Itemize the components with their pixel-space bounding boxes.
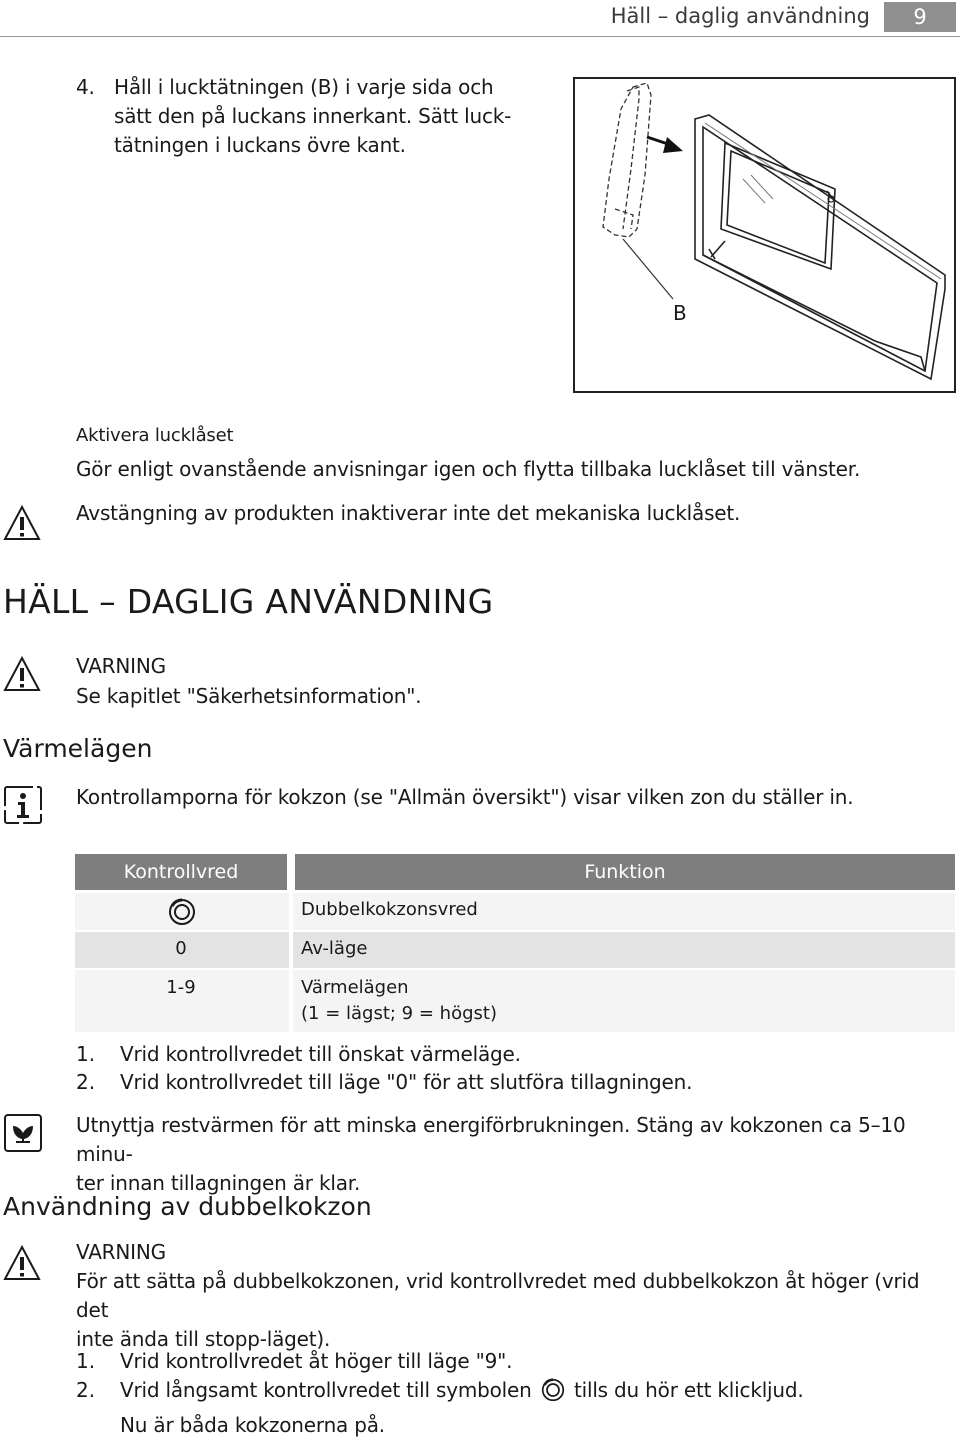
- table-cell-function: [301, 975, 497, 1027]
- eco-tip-line: ter innan tillagningen är klar.: [76, 1171, 361, 1195]
- table-cell-function: Dubbelkokzonsvred: [301, 899, 478, 920]
- table-cell-knob: 1-9: [166, 977, 196, 998]
- running-header: Häll – daglig användning: [610, 4, 870, 28]
- table-cell-line: Värmelägen: [301, 977, 409, 998]
- step-text-line: tätningen i luckans övre kant.: [114, 133, 406, 157]
- table-row: [75, 893, 955, 930]
- eco-leaf-icon: [2, 1112, 44, 1154]
- step-text: [114, 73, 534, 160]
- warning-icon: [3, 505, 41, 541]
- table-cell-function: Av-läge: [301, 938, 368, 959]
- step-text-line: Håll i lucktätningen (B) i varje sida och: [114, 75, 494, 99]
- page-number: 9: [884, 2, 956, 32]
- step-number: 1.: [76, 1042, 96, 1066]
- warning-label: VARNING: [76, 1240, 166, 1264]
- info-text: Kontrollamporna för kokzon (se "Allmän översikt") visar vilken zon du ställer in.: [76, 785, 854, 809]
- warning-text-line: inte ända till stopp-läget).: [76, 1327, 331, 1351]
- header-divider: [0, 36, 960, 37]
- table-header-knob: Kontrollvred: [75, 854, 287, 890]
- warning-icon: [3, 1245, 41, 1281]
- step-text-line: sätt den på luckans innerkant. Sätt luck-: [114, 104, 512, 128]
- step-text: [120, 1376, 804, 1405]
- warning-text: [76, 1267, 956, 1354]
- step-text-before: Vrid långsamt kontrollvredet till symbolen: [120, 1378, 532, 1402]
- subheading-door-lock: Aktivera lucklåset: [76, 425, 234, 446]
- subheading-dual-zone: Användning av dubbelkokzon: [3, 1192, 372, 1221]
- step-number: 2.: [76, 1378, 96, 1402]
- step-text-after: tills du hör ett klickljud.: [573, 1378, 804, 1402]
- warning-icon: [3, 656, 41, 692]
- step-number: 4.: [76, 75, 95, 99]
- dual-zone-icon: [541, 1378, 565, 1402]
- seal-label-b: B: [673, 301, 687, 325]
- lock-warning-text: Avstängning av produkten inaktiverar inte det mekaniska lucklåset.: [76, 501, 741, 525]
- eco-tip-line: Utnyttja restvärmen för att minska energiförbrukningen. Stäng av kokzonen ca 5–10 minu-: [76, 1113, 906, 1166]
- eco-tip: [76, 1111, 956, 1198]
- subheading-heat-settings: Värmelägen: [3, 734, 153, 763]
- table-column-divider: [289, 893, 293, 1032]
- step-number: 1.: [76, 1349, 96, 1373]
- section-title: HÄLL – DAGLIG ANVÄNDNING: [3, 582, 494, 621]
- step-text: Vrid kontrollvredet till läge "0" för att slutföra tillagningen.: [120, 1070, 693, 1094]
- dual-zone-icon: [168, 898, 196, 926]
- door-seal-drawing: [575, 79, 954, 391]
- final-note: Nu är båda kokzonerna på.: [120, 1413, 385, 1437]
- warning-label: VARNING: [76, 654, 166, 678]
- lock-instruction: Gör enligt ovanstående anvisningar igen och flytta tillbaka lucklåset till vänster.: [76, 457, 861, 481]
- table-cell-line: (1 = lägst; 9 = högst): [301, 1003, 497, 1024]
- table-cell-knob: 0: [175, 938, 187, 959]
- door-seal-illustration: [573, 77, 956, 393]
- info-icon: [2, 784, 44, 826]
- step-number: 2.: [76, 1070, 96, 1094]
- warning-text-line: För att sätta på dubbelkokzonen, vrid kontrollvredet med dubbelkokzon åt höger (vrid det: [76, 1269, 920, 1322]
- step-text: Vrid kontrollvredet åt höger till läge "9".: [120, 1349, 513, 1373]
- table-header-function: Funktion: [295, 854, 955, 890]
- warning-text: Se kapitlet "Säkerhetsinformation".: [76, 684, 422, 708]
- step-text: Vrid kontrollvredet till önskat värmeläge.: [120, 1042, 521, 1066]
